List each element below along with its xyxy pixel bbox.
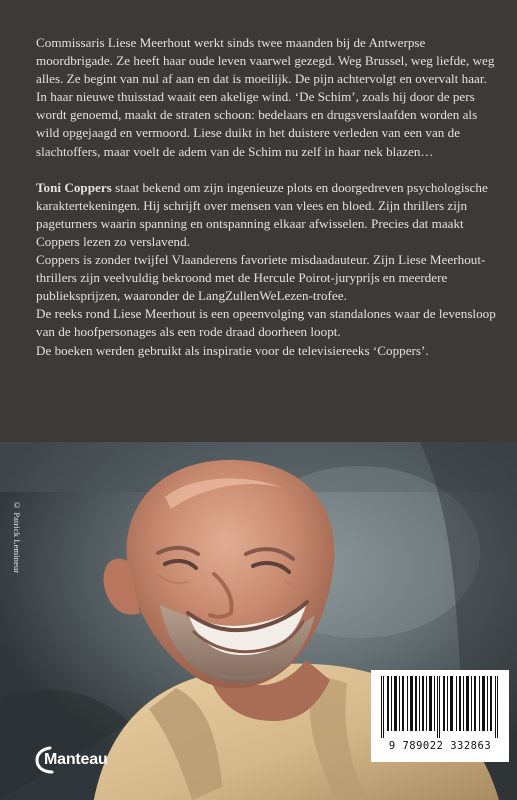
- author-name: Toni Coppers: [36, 179, 112, 195]
- author-bio-text-1: staat bekend om zijn ingenieuze plots en doorgedreven psychologische karaktertekeningen. Hij schrijft over mensen van vlees en bloed. Zijn thrillers zijn pageturners waarin spanning en ontspanning elkaar afwisselen. Precies dat maakt Coppers lezen zo verslavend.: [36, 179, 488, 249]
- blurb-text: [36, 34, 500, 360]
- barcode-bars: [379, 676, 501, 738]
- author-bio-paragraph-2: Coppers is zonder twijfel Vlaanderens favoriete misdaadauteur. Zijn Liese Meerhout-thrillers zijn veelvuldig bekroond met de Hercule Poirot-juryprijs en meerdere publieksprijzen, waaronder de LangZullenWeLezen-trofee.: [36, 252, 486, 304]
- blurb-paragraph-1: Commissaris Liese Meerhout werkt sinds twee maanden bij de Antwerpse moordbrigade. Ze heeft haar oude leven vaarwel gezegd. Weg Brussel, weg liefde, weg alles. Ze begint van nul af aan en dat is moeilijk. De pijn achtervolgt en overvalt haar.: [36, 35, 495, 87]
- author-bio-paragraph-3: De reeks rond Liese Meerhout is een opeenvolging van standalones waar de levensloop van de hoofpersonages als een rode draad doorheen loopt.: [36, 306, 496, 340]
- paragraph-gap: [36, 161, 500, 179]
- blurb-paragraph-2: In haar nieuwe thuisstad waait een akelige wind. ‘De Schim’, zoals hij door de pers wordt genoemd, maakt de straten schoon: bedelaars en drugsverslaafden worden als wild opgejaagd en vermoord. Liese duikt in het duistere verleden van een van de slachtoffers, maar voelt de adem van de Schim nu zelf in haar nek blazen…: [36, 89, 478, 159]
- isbn-number: 9 789022 332863: [388, 740, 492, 752]
- photo-credit: © Patrick Lemineur: [12, 500, 22, 574]
- isbn-barcode: [371, 670, 509, 762]
- manteau-logo: [34, 744, 116, 775]
- author-bio-paragraph-1: [36, 179, 500, 251]
- publisher-name: Manteau: [44, 750, 108, 768]
- author-bio-paragraph-4: De boeken werden gebruikt als inspiratie voor de televisiereeks ‘Coppers’.: [36, 342, 429, 358]
